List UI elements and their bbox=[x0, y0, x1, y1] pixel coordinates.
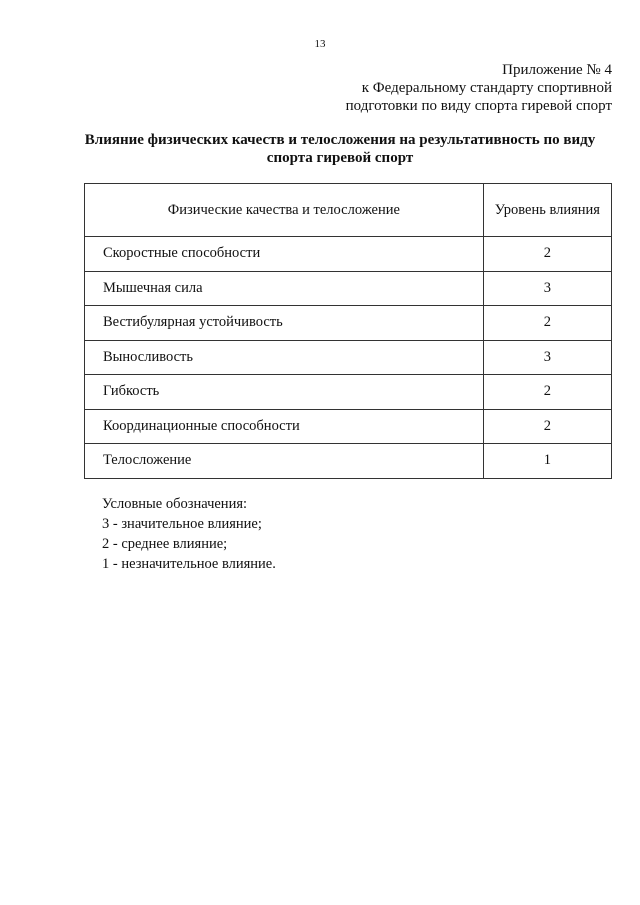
header-level: Уровень влияния bbox=[483, 184, 611, 237]
quality-cell: Выносливость bbox=[85, 340, 484, 375]
title-line-2: спорта гиревой спорт bbox=[266, 150, 414, 166]
legend-item: 2 - среднее влияние; bbox=[102, 536, 228, 552]
level-cell: 2 bbox=[483, 237, 611, 272]
quality-cell: Гибкость bbox=[85, 375, 484, 410]
legend-heading: Условные обозначения: bbox=[102, 496, 248, 512]
table-row bbox=[85, 306, 612, 341]
level-cell: 2 bbox=[483, 409, 611, 444]
level-cell: 1 bbox=[483, 444, 611, 479]
legend bbox=[102, 494, 276, 574]
quality-cell: Мышечная сила bbox=[85, 271, 484, 306]
table-row bbox=[85, 375, 612, 410]
influence-table bbox=[84, 183, 612, 479]
level-cell: 2 bbox=[483, 306, 611, 341]
appendix-header bbox=[346, 61, 612, 115]
table-header-row bbox=[85, 184, 612, 237]
table-row bbox=[85, 237, 612, 272]
legend-item: 3 - значительное влияние; bbox=[102, 516, 262, 532]
level-cell: 3 bbox=[483, 271, 611, 306]
quality-cell: Вестибулярная устойчивость bbox=[85, 306, 484, 341]
table-row bbox=[85, 409, 612, 444]
table-row bbox=[85, 444, 612, 479]
level-cell: 2 bbox=[483, 375, 611, 410]
appendix-line-1: Приложение № 4 bbox=[502, 62, 612, 78]
table-row bbox=[85, 271, 612, 306]
appendix-line-3: подготовки по виду спорта гиревой спорт bbox=[345, 98, 612, 114]
level-cell: 3 bbox=[483, 340, 611, 375]
quality-cell: Телосложение bbox=[85, 444, 484, 479]
quality-cell: Скоростные способности bbox=[85, 237, 484, 272]
header-quality: Физические качества и телосложение bbox=[85, 184, 484, 237]
title-line-1: Влияние физических качеств и телосложения на результативность по виду bbox=[84, 132, 596, 148]
document-title bbox=[70, 131, 610, 167]
appendix-line-2: к Федеральному стандарту спортивной bbox=[361, 80, 612, 96]
legend-item: 1 - незначительное влияние. bbox=[102, 556, 276, 572]
table-row bbox=[85, 340, 612, 375]
quality-cell: Координационные способности bbox=[85, 409, 484, 444]
page-number: 13 bbox=[314, 38, 326, 50]
